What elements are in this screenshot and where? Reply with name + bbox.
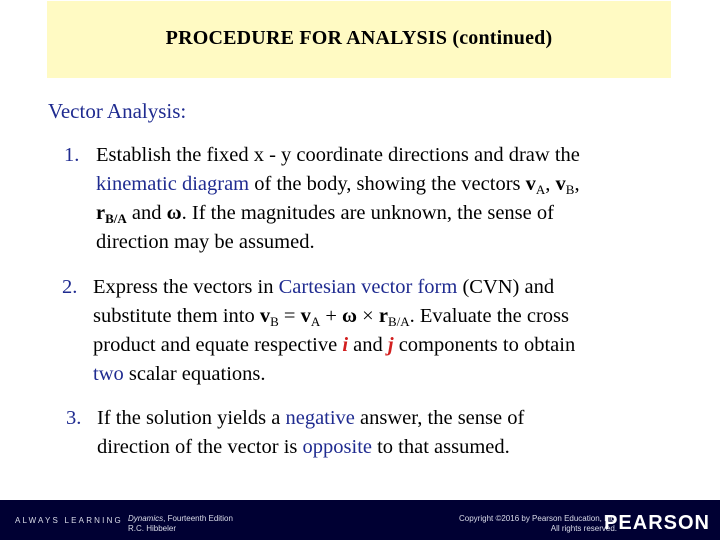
step-line: direction of the vector is opposite to that assumed. — [97, 436, 510, 458]
j-component: j — [387, 334, 394, 356]
step-line: Express the vectors in Cartesian vector form (CVN) and — [93, 276, 555, 298]
i-component: i — [342, 334, 349, 356]
negative-term: negative — [285, 407, 355, 429]
step-line: kinematic diagram of the body, showing the vectors $v_A$, $v_B$, — [96, 173, 580, 197]
step-line: product and equate respective i and j components to obtain — [93, 334, 576, 356]
step-line: direction may be assumed. — [96, 231, 315, 253]
step-number: 2. — [62, 276, 78, 298]
step-number: 1. — [64, 144, 80, 166]
title-banner — [47, 1, 671, 78]
step-number: 3. — [66, 407, 82, 429]
opposite-term: opposite — [302, 436, 372, 458]
footer-book-info: Dynamics, Fourteenth Edition R.C. Hibbeler — [128, 514, 233, 533]
step-line: Establish the fixed x - y coordinate directions and draw the — [96, 144, 580, 166]
footer-bar — [0, 500, 720, 540]
book-author: R.C. Hibbeler — [128, 524, 177, 533]
step-line: two scalar equations. — [93, 363, 266, 385]
cartesian-vector-form-term: Cartesian vector form — [278, 276, 458, 298]
two-term: two — [93, 363, 124, 385]
footer-tagline: ALWAYS LEARNING — [15, 516, 123, 525]
section-heading: Vector Analysis: — [48, 99, 187, 123]
book-title: Dynamics — [128, 514, 164, 523]
slide-title: PROCEDURE FOR ANALYSIS (continued) — [165, 27, 553, 49]
step-line: $r_{B/A}$ and ω. If the magnitudes are unknown, the sense of — [96, 202, 554, 226]
kinematic-diagram-term: kinematic diagram — [96, 173, 250, 195]
pearson-logo: PEARSON — [604, 512, 710, 534]
step-line: If the solution yields a negative answer, the sense of — [97, 407, 525, 429]
step-line: substitute them into $v_B = v_A + \omega \times r_{B/A}$. Evaluate the cross — [93, 305, 570, 329]
footer-copyright: Copyright ©2016 by Pearson Education, Inc. All rights reserved. — [459, 514, 617, 533]
